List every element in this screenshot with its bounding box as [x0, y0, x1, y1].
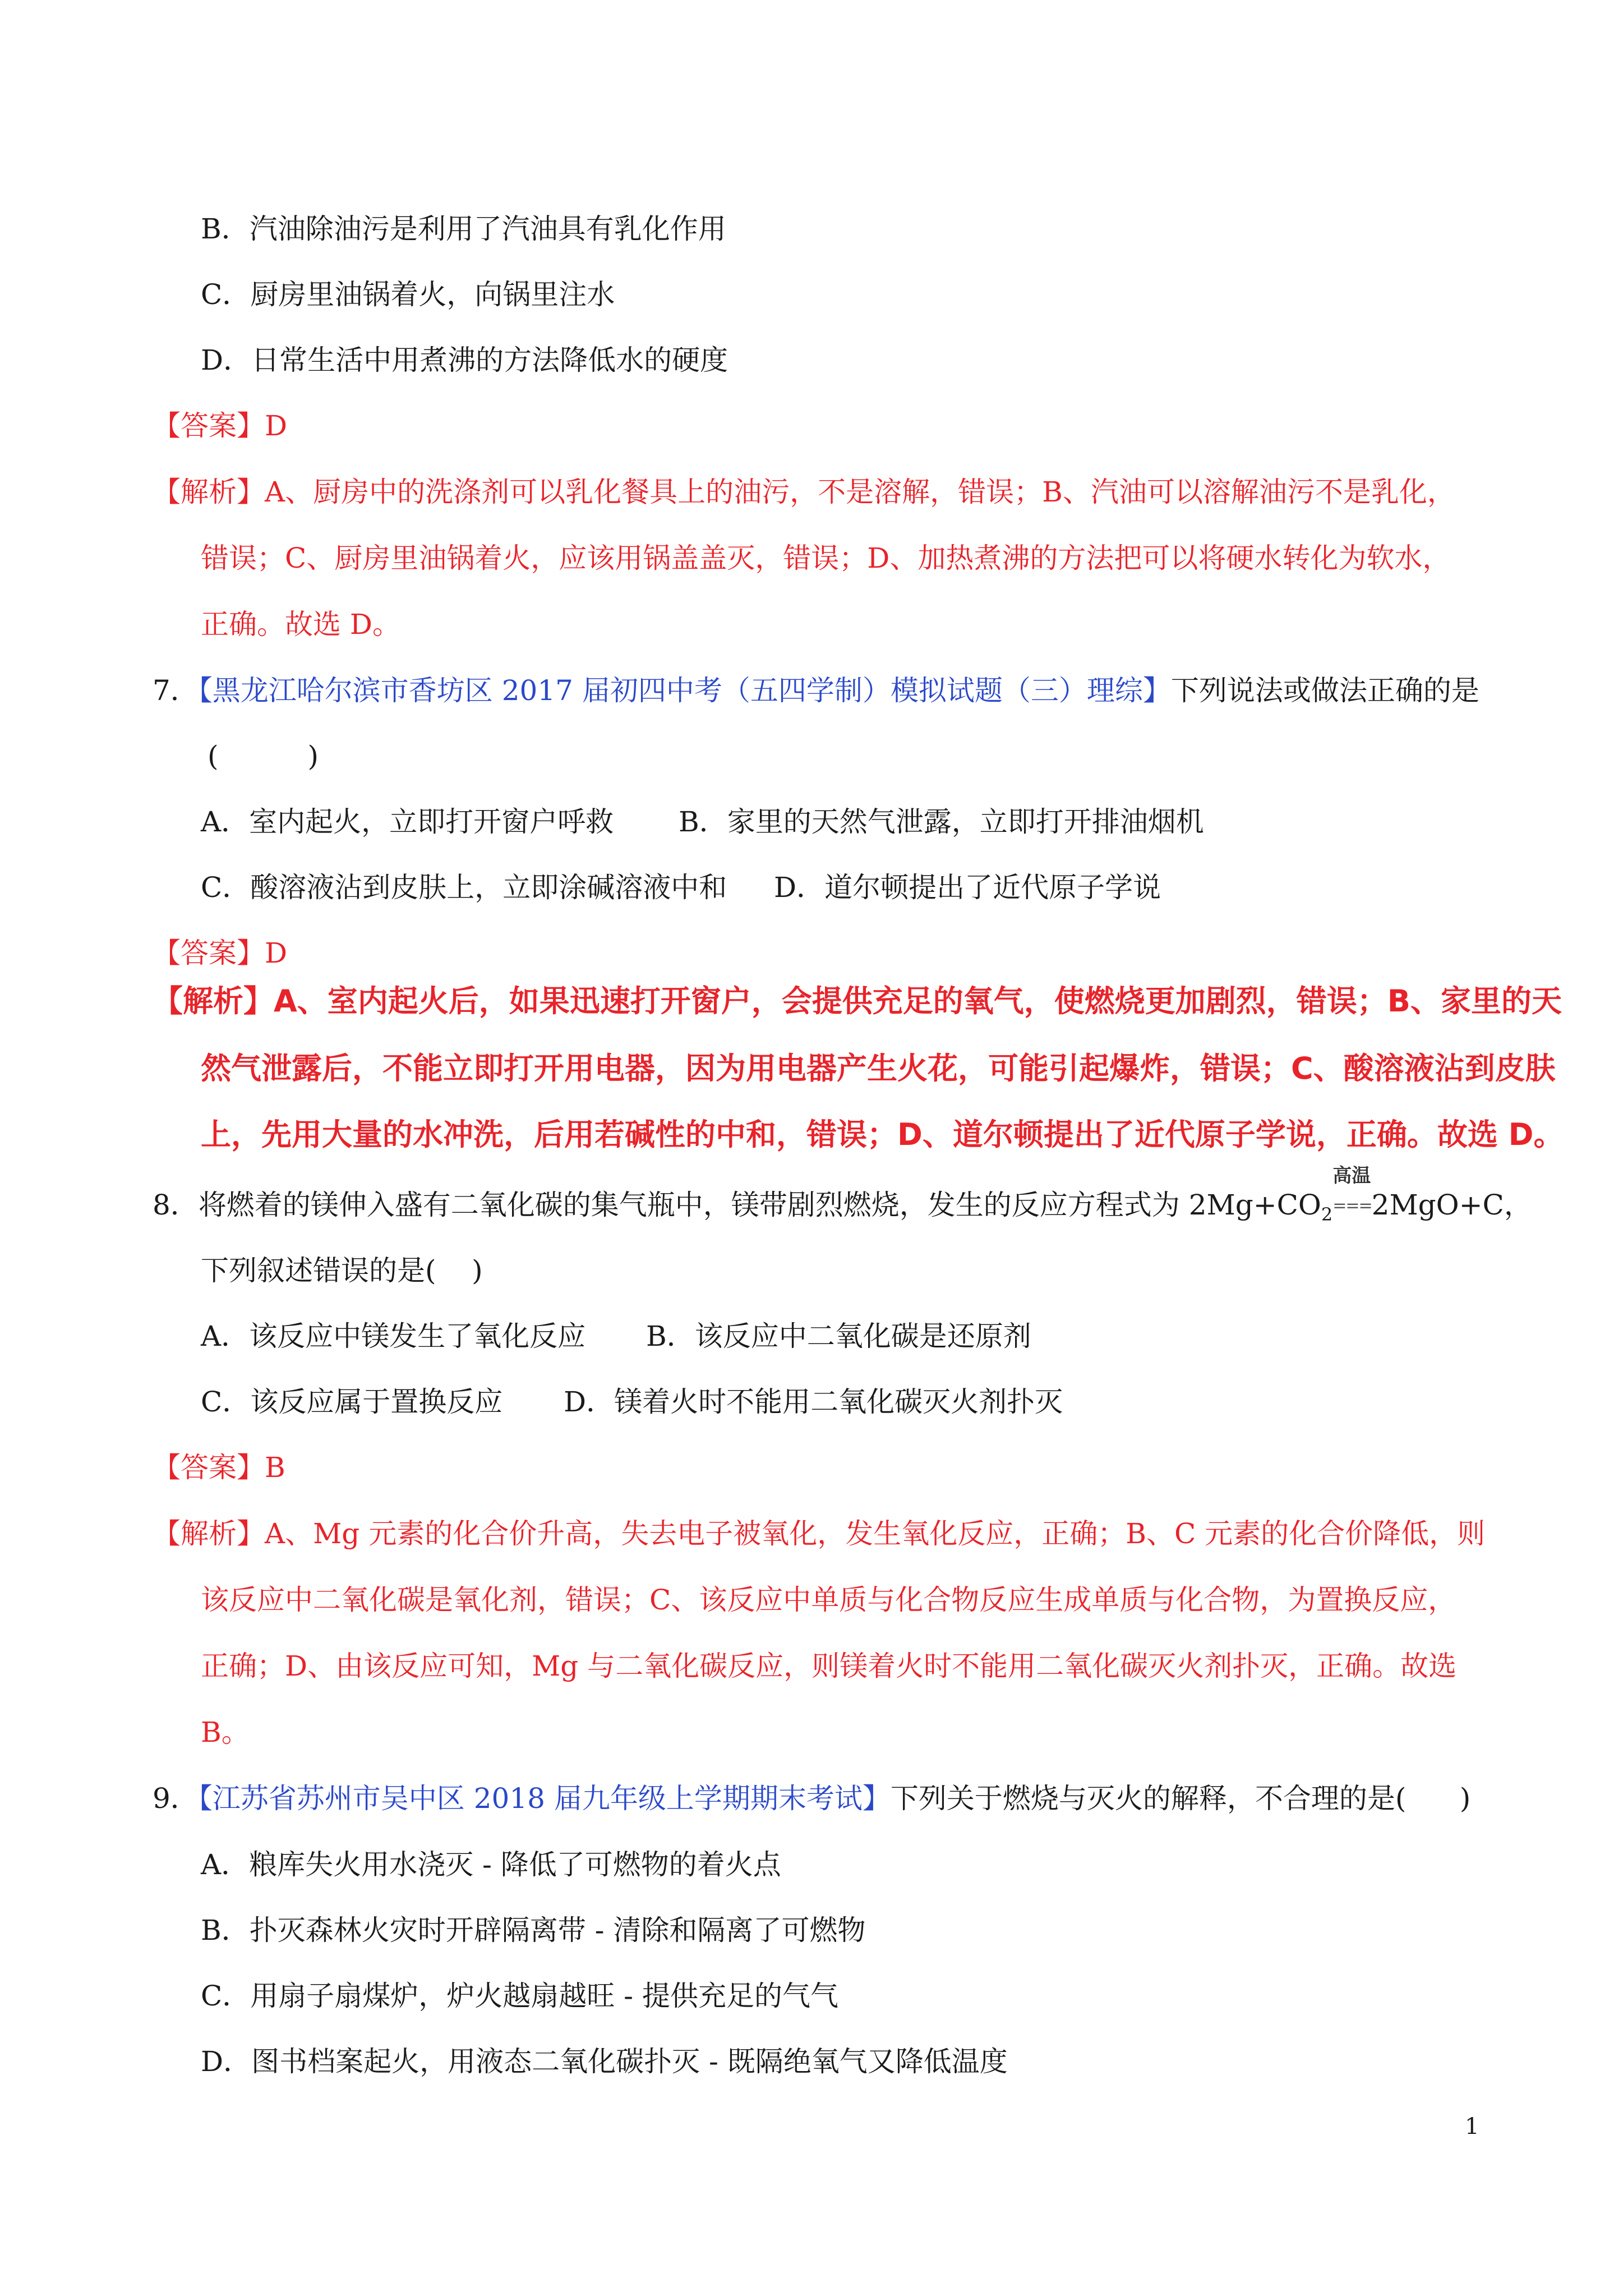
q7-stem	[153, 674, 1479, 707]
q8-option-a: A．该反应中镁发生了氧化反应	[201, 1320, 586, 1352]
q6-analysis-line-2: 错误；C、厨房里油锅着火，应该用锅盖盖灭，错误；D、加热煮沸的方法把可以将硬水转化为软水，	[201, 542, 1451, 574]
answer-tag: 【答案】	[153, 937, 265, 969]
q6-option-d: D．日常生活中用煮沸的方法降低水的硬度	[201, 344, 728, 376]
q8-analysis-line-2: 该反应中二氧化碳是氧化剂，错误；C、该反应中单质与化合物反应生成单质与化合物，为置换反应，	[201, 1584, 1456, 1616]
q6-analysis-line-1	[153, 478, 1455, 506]
q7-option-a: A．室内起火，立即打开窗户呼救	[201, 806, 614, 838]
q8-option-b: B．该反应中二氧化碳是还原剂	[646, 1320, 1031, 1352]
question-text: 将燃着的镁伸入盛有二氧化碳的集气瓶中，镁带剧烈燃烧，发生的反应方程式为 2Mg+CO	[198, 1189, 1321, 1221]
condition-text: 高温	[1332, 1165, 1371, 1187]
q7-answer-line	[153, 939, 287, 967]
q8-analysis-line-3: 正确；D、由该反应可知，Mg 与二氧化碳反应，则镁着火时不能用二氧化碳灭火剂扑灭，正确。故选	[201, 1650, 1457, 1682]
q8-option-d: D．镁着火时不能用二氧化碳灭火剂扑灭	[564, 1386, 1063, 1418]
q7-option-c: C．酸溶液沾到皮肤上，立即涂碱溶液中和	[201, 871, 727, 904]
equals-sign: ===	[1332, 1196, 1372, 1216]
q8-option-c: C．该反应属于置换反应	[201, 1386, 503, 1418]
q7-analysis-line-1	[153, 983, 1562, 1019]
page-number: 1	[1465, 2114, 1479, 2139]
question-number: 9．	[153, 1782, 199, 1815]
q7-analysis-line-2: 然气泄露后，不能立即打开用电器，因为用电器产生火花，可能引起爆炸，错误；C、酸溶液沾到皮肤	[201, 1051, 1556, 1086]
answer-tag: 【答案】	[153, 409, 265, 442]
q9-option-a: A．粮库失火用水浇灭 - 降低了可燃物的着火点	[201, 1848, 781, 1881]
q9-option-b: B．扑灭森林火灾时开辟隔离带 - 清除和隔离了可燃物	[201, 1914, 866, 1947]
q9-option-d: D．图书档案起火，用液态二氧化碳扑灭 - 既隔绝氧气又降低温度	[201, 2045, 1008, 2078]
answer-value: D	[265, 937, 288, 969]
question-text-end: 2MgO+C，	[1371, 1189, 1532, 1221]
analysis-text: A、Mg 元素的化合价升高，失去电子被氧化，发生氧化反应，正确；B、C 元素的化合价降低，则	[265, 1517, 1486, 1550]
q7-option-b: B．家里的天然气泄露，立即打开排油烟机	[679, 806, 1204, 838]
analysis-text: A、室内起火后，如果迅速打开窗户，会提供充足的氧气，使燃烧更加剧烈，错误；B、家里的天	[274, 983, 1562, 1019]
q8-analysis-line-1	[153, 1517, 1486, 1550]
q8-answer-line	[153, 1451, 285, 1484]
analysis-tag: 【解析】	[153, 1517, 265, 1550]
answer-value: D	[265, 409, 288, 442]
question-source: 【黑龙江哈尔滨市香坊区 2017 届初四中考（五四学制）模拟试题（三）理综】	[198, 674, 1171, 707]
q6-option-c: C．厨房里油锅着火，向锅里注水	[201, 278, 615, 311]
question-number: 8．	[153, 1189, 199, 1221]
question-source: 【江苏省苏州市吴中区 2018 届九年级上学期期末考试】	[198, 1782, 891, 1815]
q8-stem-line-2: 下列叙述错误的是( )	[201, 1254, 483, 1287]
q7-analysis-line-3: 上，先用大量的水冲洗，后用若碱性的中和，错误；D、道尔顿提出了近代原子学说，正确。故选 D。	[201, 1117, 1564, 1152]
subscript-2: 2	[1321, 1204, 1333, 1225]
question-number: 7．	[153, 674, 199, 707]
answer-value: B	[265, 1451, 285, 1484]
q9-stem	[153, 1782, 1471, 1815]
reaction-condition	[1332, 1165, 1372, 1219]
analysis-tag: 【解析】	[153, 983, 274, 1019]
answer-tag: 【答案】	[153, 1451, 265, 1484]
q6-answer-line	[153, 409, 288, 442]
q7-answer-blank: ( )	[208, 740, 319, 772]
q6-analysis-line-3: 正确。故选 D。	[201, 608, 400, 641]
q8-analysis-line-4: B。	[201, 1716, 250, 1749]
q9-option-c: C．用扇子扇煤炉，炉火越扇越旺 - 提供充足的气气	[201, 1980, 838, 2012]
question-text: 下列关于燃烧与灭火的解释，不合理的是( )	[890, 1782, 1471, 1815]
analysis-text: A、厨房中的洗涤剂可以乳化餐具上的油污，不是溶解，错误；B、汽油可以溶解油污不是乳化，	[265, 476, 1455, 508]
q6-option-b: B．汽油除油污是利用了汽油具有乳化作用	[201, 213, 726, 245]
q7-option-d: D．道尔顿提出了近代原子学说	[774, 871, 1161, 904]
analysis-tag: 【解析】	[153, 476, 265, 508]
question-text: 下列说法或做法正确的是	[1170, 674, 1479, 707]
q8-stem	[153, 1165, 1532, 1225]
